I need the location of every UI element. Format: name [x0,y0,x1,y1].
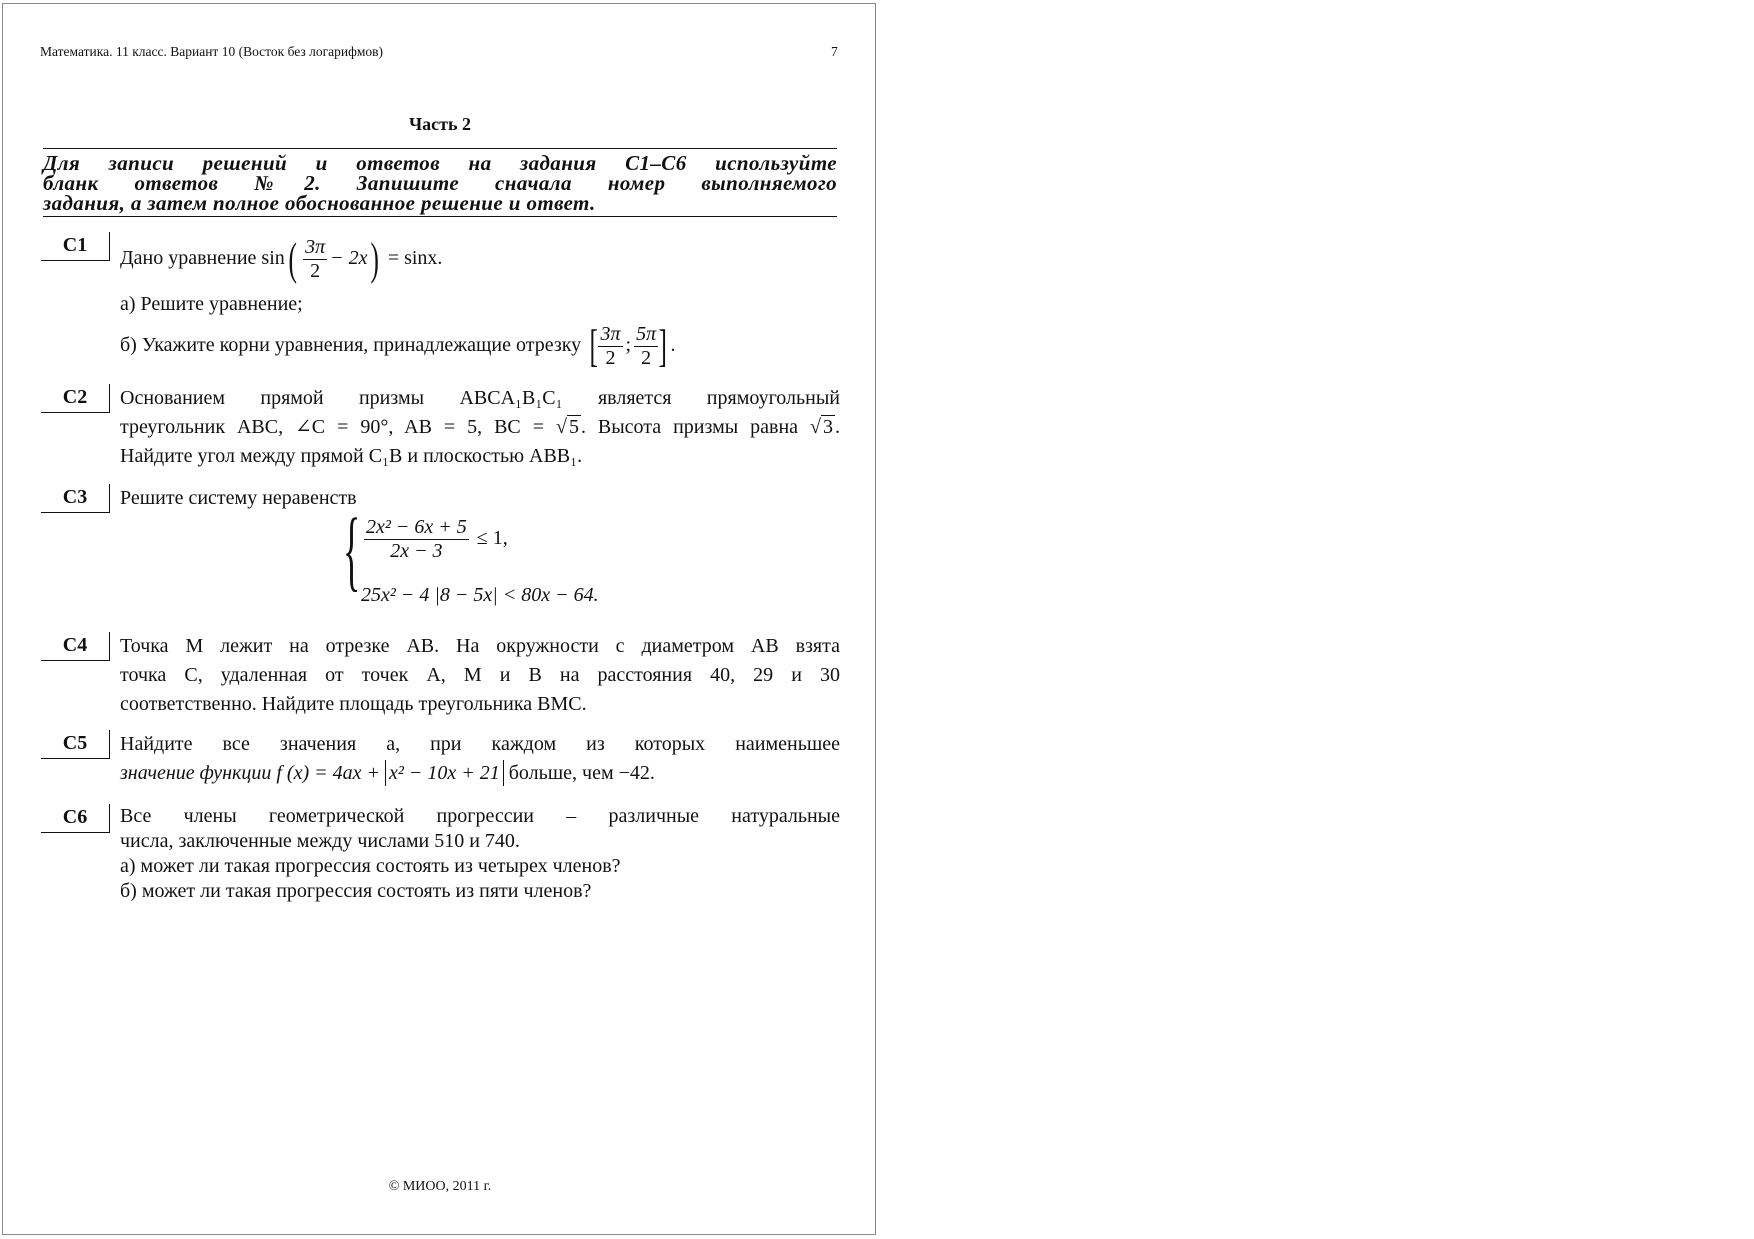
item-b: б) Укажите корни уравнения, принадлежащие отрезку [ $\frac{3\pi}{2}$ ; $\frac{5\pi}{2}$ ] . [120,320,676,372]
task-body [120,232,840,371]
fraction: $\frac{3\pi}{2}$ [305,235,326,282]
absolute-value: x² − 10x + 21 [385,760,504,786]
intro-text: Дано уравнение [120,247,257,269]
document-page [2,3,876,1235]
task-body [120,632,840,719]
task-body [120,384,840,471]
task-line: Основанием прямой призмы ABCA₁B₁C₁ является прямоугольный [120,387,840,409]
system-brace: { [343,501,361,600]
expression: − 2x [330,247,368,269]
task-line: Найдите все значения a, при каждом из которых наименьшее [120,733,840,755]
task-line: Найдите угол между прямой C₁B и плоскостью ABB₁. [120,445,583,467]
task-line: значение функции f (x) = 4ax + x² − 10x + 21 больше, чем −42. [120,762,655,784]
task-line: числа, заключенные между числами 510 и 740. [120,830,520,852]
inequality-2: 25x² − 4 |8 − 5x| < 80x − 64. [361,584,599,606]
instructions-box [43,148,837,217]
task-label: С6 [41,804,110,833]
inequality-1 [361,516,508,563]
task-intro: Решите систему неравенств [120,487,357,509]
task-line: точка C, удаленная от точек A, M и B на расстояния 40, 29 и 30 [120,664,840,686]
task-line: б) может ли такая прогрессия состоять из пяти членов? [120,880,592,902]
task-label: С5 [41,730,110,759]
task-line: Точка M лежит на отрезке AB. На окружности с диаметром AB взята [120,635,840,657]
task-body [120,730,840,788]
page-number: 7 [831,44,838,59]
copyright-footer: © МИОО, 2011 г. [388,1179,492,1194]
running-header: Математика. 11 класс. Вариант 10 (Восток без логарифмов) [40,44,384,59]
task-line: Все члены геометрической прогрессии – различные натуральные [120,805,840,827]
instruction-line: Для записи решений и ответов на задания С1–С6 используйте [43,151,837,175]
instruction-line: бланк ответов №2. Запишите сначала номер выполняемого [43,171,837,195]
item-a: а) Решите уравнение; [120,293,303,315]
task-body [120,804,840,904]
ineq-rhs: ≤ 1, [476,527,508,550]
function-name: sin [261,247,285,269]
task-label: С3 [41,484,110,513]
task-label: С1 [41,232,110,261]
sqrt-5: √ 5 [555,416,579,438]
segment-right: $\frac{5\pi}{2}$ [636,322,657,369]
fraction: $\frac{\text{2x² − 6x + 5}}{2x - 3}$ [366,516,467,562]
period: . [670,334,676,356]
task-label: С2 [41,384,110,413]
sqrt-3: √ 3 [810,416,833,438]
task-line: соответственно. Найдите площадь треугольника BMC. [120,693,587,715]
segment-left: $\frac{3\pi}{2}$ [600,322,621,369]
task-line: а) может ли такая прогрессия состоять из четырех членов? [120,855,621,877]
instruction-line: задания, а затем полное обоснованное решение и ответ. [43,191,596,215]
task-line: треугольник ABC, ∠C = 90°, AB = 5, BC = √ 5 . Высота призмы равна √ 3 . [120,413,840,442]
part-title: Часть 2 [408,114,472,134]
separator: ; [625,334,632,356]
item-b-text: б) Укажите корни уравнения, принадлежащие отрезку [120,334,582,356]
equation-line: Дано уравнение sin( $\frac{3\pi}{2}$ − 2x) = sinx. [120,233,443,285]
task-label: С4 [41,632,110,661]
equation-rhs: = sinx. [387,247,443,269]
